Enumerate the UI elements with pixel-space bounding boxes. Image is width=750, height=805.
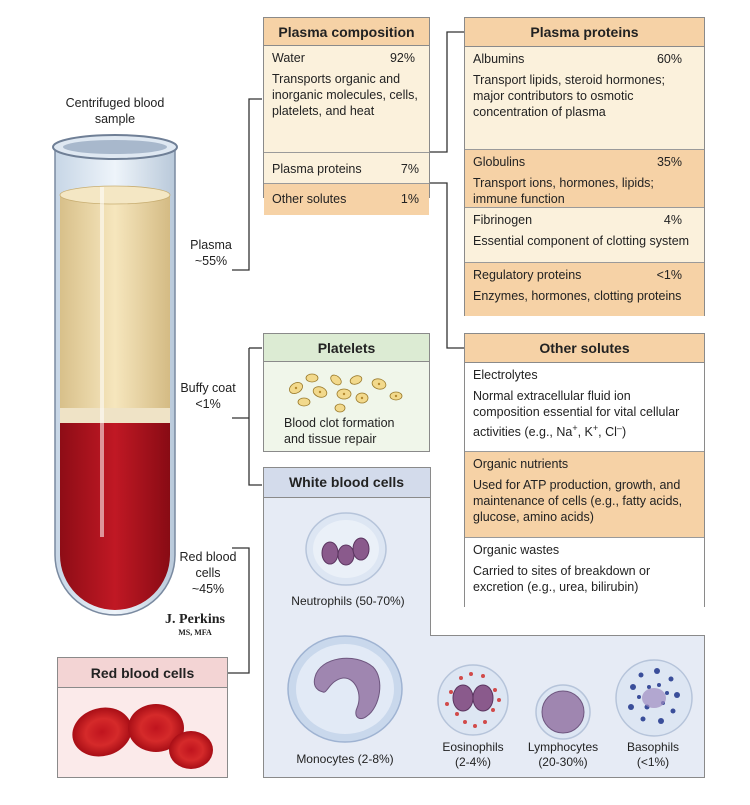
lymphocyte-illustration <box>533 682 593 742</box>
basophils-label: Basophils (<1%) <box>626 740 680 769</box>
plasma-proteins-row: Plasma proteins 7% <box>264 152 429 183</box>
electrolytes-desc: Normal extracellular fluid ion composition essential for vital cellular activities (e.g., Na+, K+, Cl–) <box>473 389 680 440</box>
eosinophil-illustration <box>435 662 511 738</box>
fibrinogen-row: Fibrinogen 4% Essential component of clotting system <box>465 207 704 262</box>
platelets-box <box>263 333 430 452</box>
rbc-box <box>57 657 228 778</box>
platelets-desc: Blood clot formation and tissue repair <box>284 416 395 446</box>
plasma-proteins-title: Plasma proteins <box>465 18 704 47</box>
monocyte-illustration <box>285 632 405 747</box>
organic-nutrients-row: Organic nutrients Used for ATP production, growth, and maintenance of cells (e.g., fatty acids, glucose, amino acids) <box>465 451 704 537</box>
regulatory-proteins-row: Regulatory proteins <1% Enzymes, hormones, clotting proteins <box>465 262 704 316</box>
basophil-illustration <box>613 657 695 739</box>
other-solutes-row: Other solutes 1% <box>264 183 429 215</box>
rbc-label: Red blood cells ~45% <box>179 550 237 596</box>
plasma-proteins-box <box>464 17 705 316</box>
other-solutes-title: Other solutes <box>465 334 704 363</box>
organic-wastes-row: Organic wastes Carried to sites of breakdown or excretion (e.g., urea, bilirubin) <box>465 537 704 607</box>
rbc-illustration <box>66 694 221 774</box>
eosinophils-label: Eosinophils (2-4%) <box>442 740 504 769</box>
water-row: Water 92% Transports organic and inorganic molecules, cells, platelets, and heat <box>264 46 429 152</box>
platelets-illustration <box>284 366 414 416</box>
tube-title: Centrifuged blood sample <box>65 96 165 126</box>
neutrophils-label: Neutrophils (50-70%) <box>291 594 405 608</box>
wbc-title: White blood cells <box>288 474 405 490</box>
test-tube-illustration <box>40 125 190 620</box>
plasma-composition-box <box>263 17 430 206</box>
monocytes-label: Monocytes (2-8%) <box>296 752 394 766</box>
plasma-label: Plasma ~55% <box>190 238 232 268</box>
buffy-coat-label: Buffy coat <1% <box>180 381 236 411</box>
albumins-row: Albumins 60% Transport lipids, steroid hormones; major contributors to osmotic concentration of plasma <box>465 47 704 149</box>
wbc-panel <box>263 467 705 778</box>
electrolytes-row: Electrolytes Normal extracellular fluid ion composition essential for vital cellular activities (e.g., Na+, K+, Cl–) <box>465 363 704 451</box>
globulins-row: Globulins 35% Transport ions, hormones, lipids; immune function <box>465 149 704 207</box>
lymphocytes-label: Lymphocytes (20-30%) <box>527 740 599 769</box>
rbc-title: Red blood cells <box>58 658 227 688</box>
plasma-composition-title: Plasma composition <box>264 18 429 46</box>
platelets-title: Platelets <box>264 334 429 362</box>
neutrophil-illustration <box>303 509 389 589</box>
artist-signature: J. Perkins MS, MFA <box>165 612 225 637</box>
